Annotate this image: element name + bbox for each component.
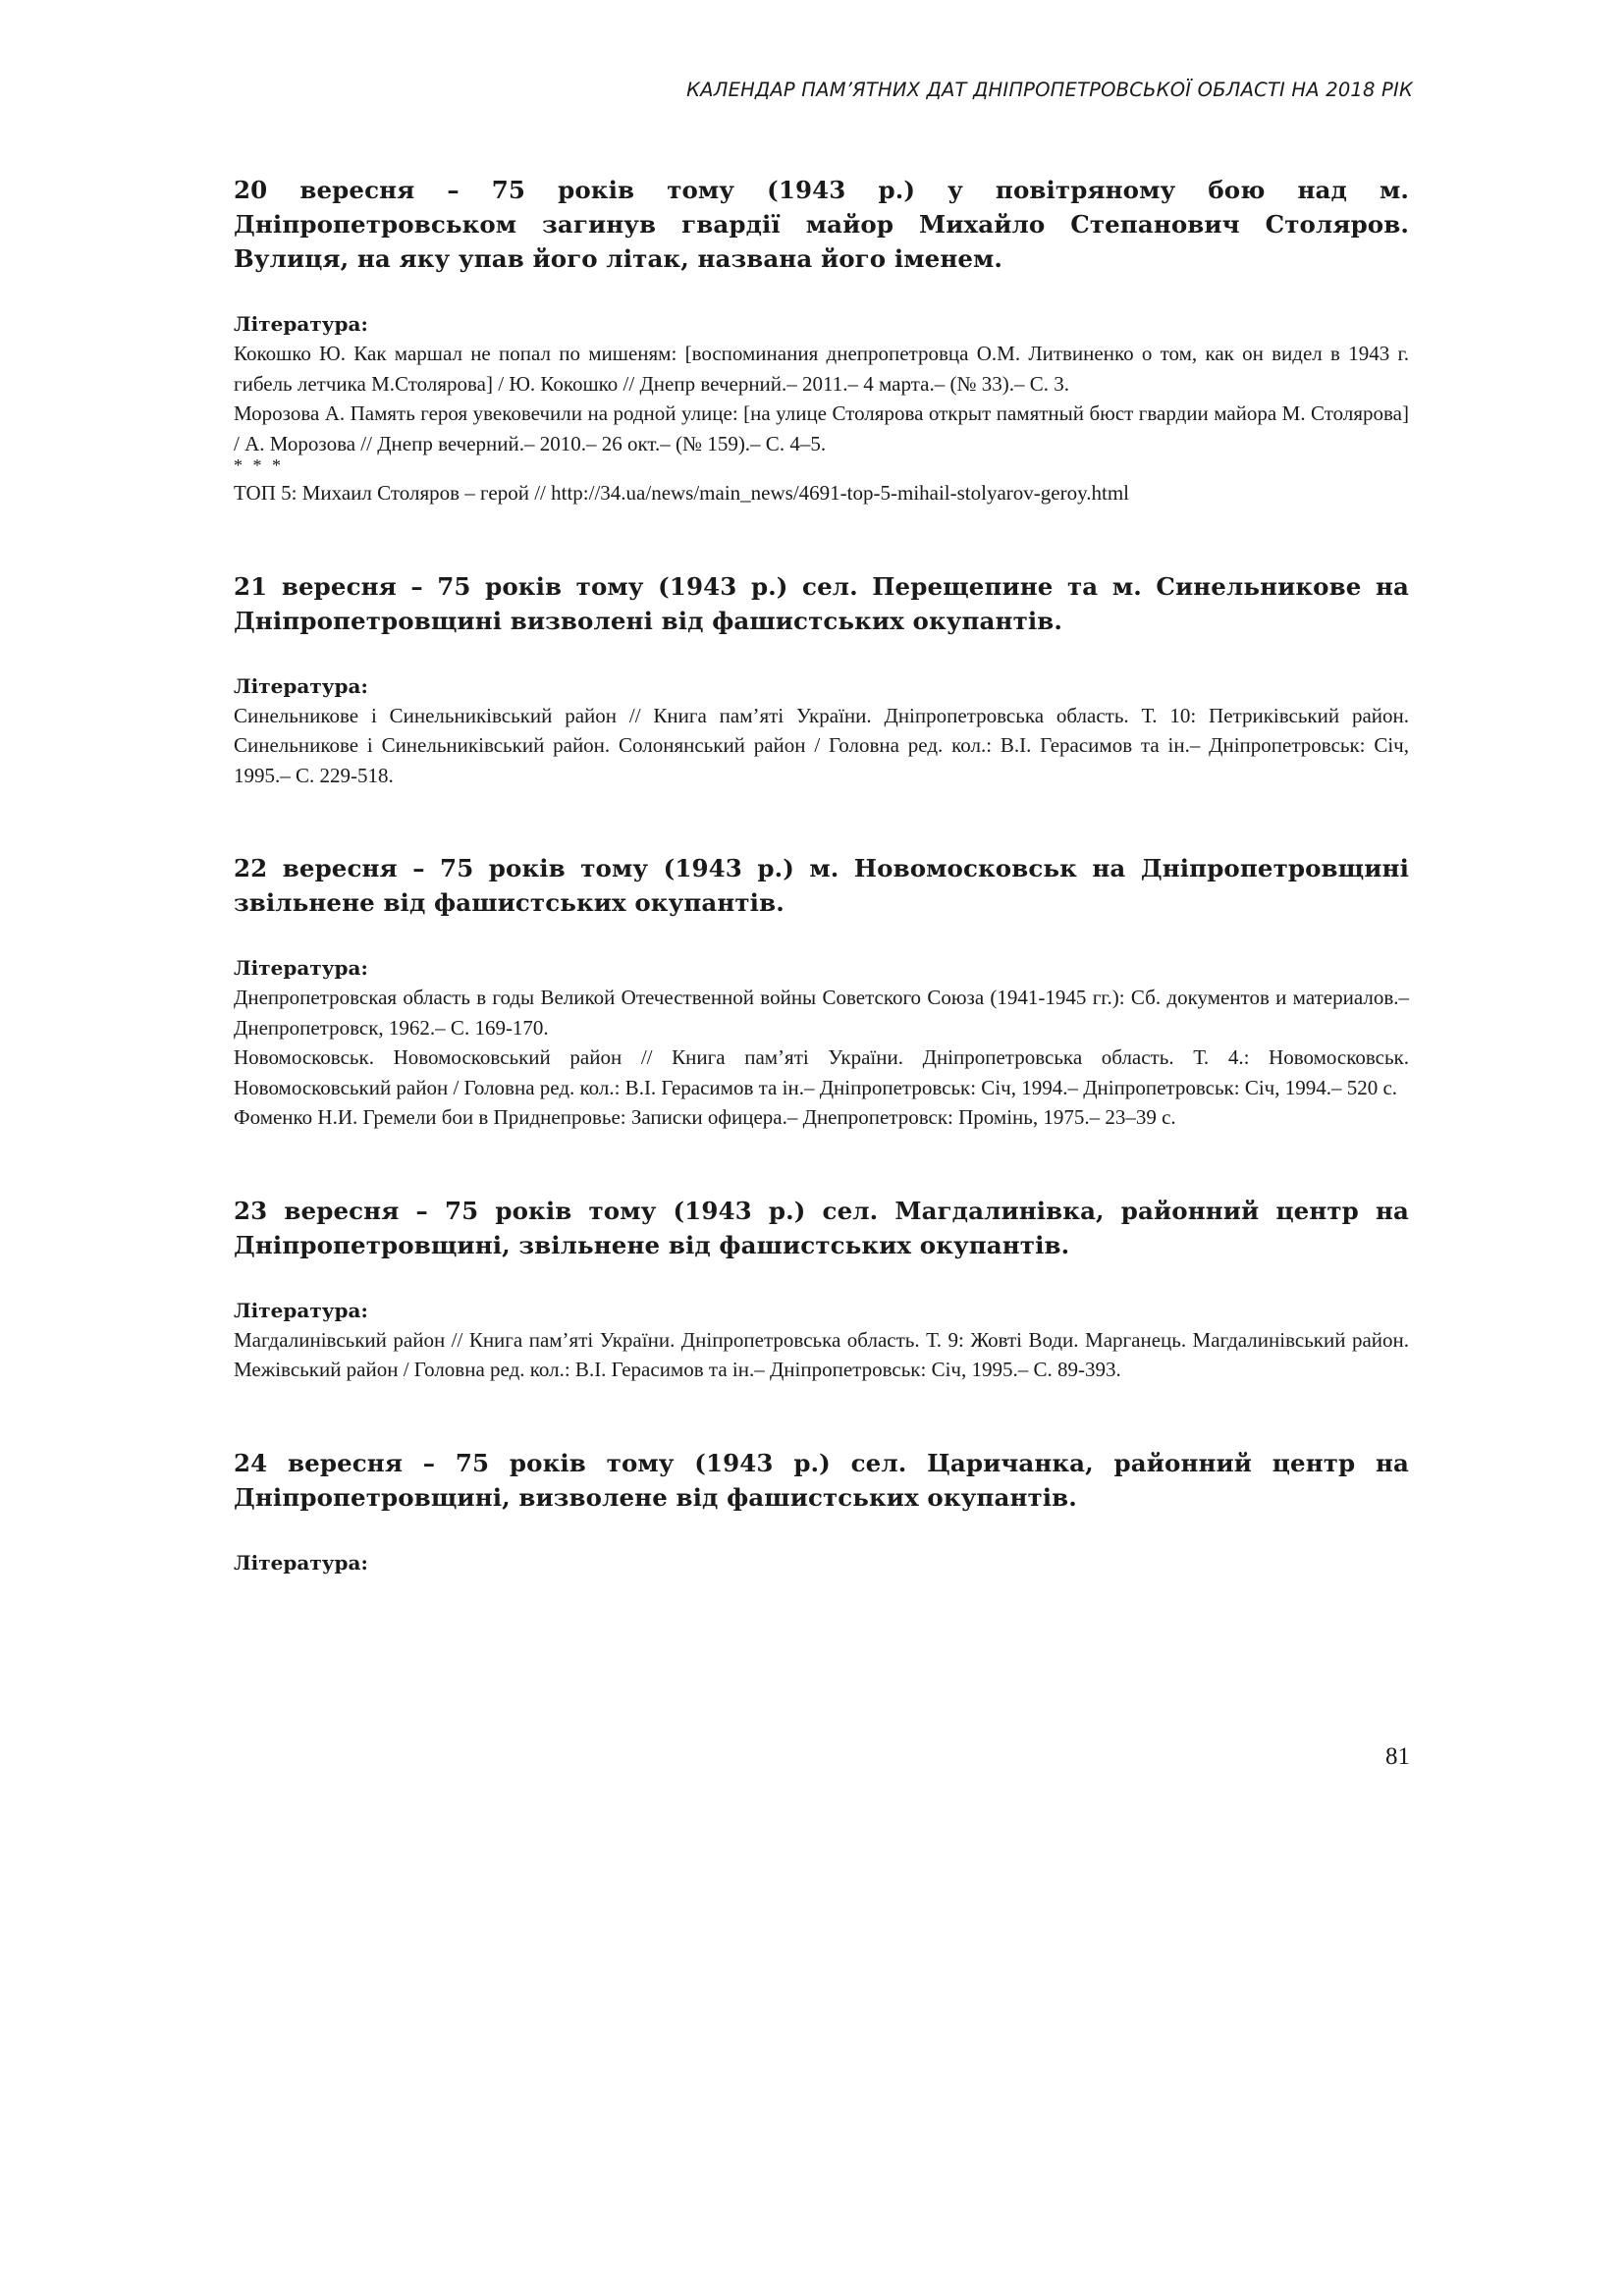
entry-heading: 24 вересня – 75 років тому (1943 р.) сел. Царичанка, районний центр на Дніпропетровщині, визволене від фашистських окупантів. <box>234 1448 1409 1512</box>
reference-item: Новомосковськ. Новомосковський район // Книга пам’яті України. Дніпропетровська область. Т. 4.: Новомосковськ. Новомосковський район / Головна ред. кол.: В.І. Герасимов та ін.– Дніпропетровськ: Січ, 1994.– Дніпропетровськ: Січ, 1994.– 520 с. <box>234 1045 1409 1099</box>
entry-sept-22 <box>234 851 1409 1133</box>
reference-item-online[interactable]: ТОП 5: Михаил Столяров – герой // http://34.ua/news/main_news/4691-top-5-mihail-stolyarov-geroy.html <box>234 481 1129 505</box>
literature-label: Література: <box>234 1550 368 1575</box>
page-number: 81 <box>1385 1743 1410 1770</box>
entry-heading: 23 вересня – 75 років тому (1943 р.) сел. Магдалинівка, районний центр на Дніпропетровщині, звільнене від фашистських окупантів. <box>234 1196 1409 1259</box>
literature-label: Література: <box>234 1298 368 1322</box>
entry-sept-21 <box>234 569 1409 791</box>
reference-list-online <box>234 478 1409 508</box>
reference-list <box>234 701 1409 791</box>
entry-heading: 22 вересня – 75 років тому (1943 р.) м. Новомосковськ на Дніпропетровщині звільнене від фашистських окупантів. <box>234 854 1409 917</box>
reference-item: Фоменко Н.И. Гремели бои в Приднепровье: Записки офицера.– Днепропетровск: Промінь, 1975.– 23–39 с. <box>234 1105 1176 1129</box>
running-header: КАЛЕНДАР ПАМ’ЯТНИХ ДАТ ДНІПРОПЕТРОВСЬКОЇ ОБЛАСТІ НА 2018 РІК <box>686 79 1413 101</box>
entry-sept-20 <box>234 173 1409 508</box>
entry-heading: 21 вересня – 75 років тому (1943 р.) сел. Перещепине та м. Синельникове на Дніпропетровщині визволені від фашистських окупантів. <box>234 571 1409 635</box>
reference-item: Морозова А. Память героя увековечили на родной улице: [на улице Столярова открыт памятный бюст гвардии майора М. Столярова] / А. Морозова // Днепр вечерний.– 2010.– 26 окт.– (№ 159).– С. 4–5. <box>234 401 1409 455</box>
literature-label: Література: <box>234 956 368 980</box>
reference-item: Синельникове і Синельниківський район // Книга пам’яті України. Дніпропетровська область. Т. 10: Петриківський район. Синельникове і Синельниківський район. Солонянський район / Головна ред. кол.: В.І. Герасимов та ін.– Дніпропетровськ: Січ, 1995.– С. 229-518. <box>234 703 1409 787</box>
entry-heading: 20 вересня – 75 років тому (1943 р.) у повітряному бою над м. Дніпропетровськом загинув гвардії майор Михайло Степанович Столяров. Вулиця, на яку упав його літак, названа його іменем. <box>234 176 1409 273</box>
literature-label: Література: <box>234 673 368 698</box>
reference-separator: * * * <box>234 455 284 475</box>
reference-item: Магдалинівський район // Книга пам’яті України. Дніпропетровська область. Т. 9: Жовті Води. Марганець. Магдалинівський район. Межівський район / Головна ред. кол.: В.І. Герасимов та ін.– Дніпропетровськ: Січ, 1995.– С. 89-393. <box>234 1327 1409 1381</box>
reference-item: Днепропетровская область в годы Великой Отечественной войны Советского Союза (1941-1945 гг.): Сб. документов и материалов.– Днепропетровск, 1962.– С. 169-170. <box>234 986 1409 1040</box>
page-content <box>234 173 1409 1577</box>
entry-sept-23 <box>234 1194 1409 1385</box>
reference-item: Кокошко Ю. Как маршал не попал по мишеням: [воспоминания днепропетровца О.М. Литвиненко о том, как он видел в 1943 г. гибель летчика М.Столярова] / Ю. Кокошко // Днепр вечерний.– 2011.– 4 марта.– (№ 33).– С. 3. <box>234 342 1409 396</box>
reference-list <box>234 339 1409 458</box>
reference-list <box>234 1325 1409 1385</box>
reference-list <box>234 983 1409 1133</box>
literature-label: Література: <box>234 312 368 336</box>
entry-sept-24 <box>234 1446 1409 1577</box>
